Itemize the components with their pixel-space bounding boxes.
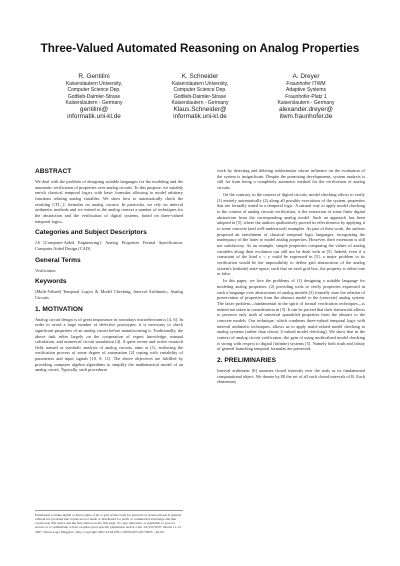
author-name: R. Gentilini <box>78 73 110 80</box>
author-affiliation: Adaptive Systems <box>285 87 327 94</box>
left-column <box>35 168 183 375</box>
copyright-footnote: Permission to make digital or hard copies of all or part of this work for personal or classroom use is granted without fee provided that copies are not made or distributed for profit or commercial advantage and that copies bear this notice and the full citation on the first page. To copy otherwise, to republish, to post on servers or to redistribute to lists, requires prior specific permission and/or a fee. GLSVLSI'07, March 11-13, 2007, Stresa-Lago Maggiore, Italy. Copyright 2007 ACM 978-1-59593-605-9/07/0003 ...$5.00. <box>35 510 183 534</box>
author-3 <box>246 73 366 120</box>
author-affiliation: Kaiserslautern University, <box>65 81 123 87</box>
author-email: informatik.uni-kl.de <box>67 113 121 121</box>
paragraph: work by detecting and deleting subformulae whose influence on the evaluation of the system is insignificant. Despite the promising developments, system analysis is still far from being a completely automatic method for the verification of analog circuits. <box>217 168 365 190</box>
motivation-heading: 1. MOTIVATION <box>35 305 83 313</box>
author-affiliation: Kaiserslautern - Germany <box>65 99 123 106</box>
author-1 <box>34 73 154 120</box>
author-email: gentilini@ <box>79 106 109 114</box>
author-affiliation: Kaiserslautern - Germany <box>277 99 335 106</box>
author-affiliation: Fraunhofer-Platz 1 <box>285 93 327 100</box>
author-email: itwm.fraunhofer.de <box>279 113 333 121</box>
author-affiliation: Kaiserslautern - Germany <box>171 99 229 106</box>
author-email: alexander.dreyer@ <box>278 106 334 114</box>
keywords-heading: Keywords <box>35 278 67 286</box>
paper-title: Three-Valued Automated Reasoning on Analog Properties <box>40 42 360 55</box>
abstract-heading: ABSTRACT <box>35 168 72 175</box>
categories-heading: Categories and Subject Descriptors <box>35 229 147 237</box>
author-affiliation: Gottlieb-Daimler-Strase <box>173 93 227 100</box>
author-affiliation: Computer Science Dep. <box>173 87 227 94</box>
author-2 <box>140 73 260 120</box>
general-terms-text: Verification <box>35 267 56 273</box>
author-name: K. Schneider <box>181 73 219 80</box>
right-column <box>217 168 365 386</box>
author-affiliation: Gottlieb-Daimler-Strase <box>67 93 121 100</box>
paragraph: On the contrary, in the context of digital circuits, model checking allows to verify (1) entirely automatically (2) along all possible executions of the system, properties that are formally stated in a temporal logic. A natural way to apply model checking to the context of analog circuits verification, is the extraction of some finite digital abstraction from the corresponding analog model. Such an approach has been adopted in [5], where the authors qualitatively proved its effectiveness by applying it to some concrete (and well-understood) examples. As part of their work, the authors proposed an enrichment of classical temporal logic languages, recognizing the inadequacy of the latter to model analog properties. However, their extension is still not satisfactory. As an example, simple properties comparing the values of analog variables along their evolution can still not be dealt with in [5]. Indeed, even if a constraint of the kind x < y could be expressed in [5], a major problem to its verification would be the impossibility to define grid abstractions of the analog system's (infinite) state-space, such that on each grid box, the property is either true or false. <box>217 192 365 277</box>
author-email: informatik.uni-kl.de <box>173 113 227 121</box>
author-affiliation: Computer Science Dep. <box>67 87 121 94</box>
general-terms-heading: General Terms <box>35 256 81 264</box>
motivation-text: Analog circuit design is of great importance in nowadays microelectronics [4, 6]. In order to avoid a large number of defective prototypes, it is necessary to check significant properties of an analog circuit before manufacturing it. Traditionally, the above task relies largely on the cooperation of expert knowledge, manual calculation, and numerical circuit simulation [4]. A quite recent and active research field, named as symbolic analysis of analog circuits, aims at (1), endowing the verification process of some degree of automation [2] coping with variability of parameters and input signals [10, 8, 11]. The above objectives are fulfilled by providing computer algebra algorithms to simplify the mathematical model of an analog circuit. Typically, such procedures <box>35 316 183 373</box>
preliminaries-heading: 2. PRELIMINARIES <box>217 357 276 364</box>
preliminaries-text: Interval arithmetic [6] assumes closed intervals over the reals as its fundamental computational object. We denote by IR the set of all such closed intervals of R. Each elementary <box>217 368 365 385</box>
paragraph: In this paper, we face the problems of (1) designing a suitable language for modeling analog properties, (2) providing tools to verify properties expressed in such a language over abstractions of analog models (3) formally state the relation of preservation of properties from the abstract model to the (concrete) analog system. The latter problem—fundamental in the spirit of formal verification techniques—is indeed not taken in consideration in [5]. It can be proved that their framework allows to preserve only truth of universal quantified properties from the abstract to the concrete models. Our technique, which combines three-valued temporal logic with interval arithmetic techniques, allows us to apply multi-valued model checking to analog systems (rather than classic 2-valued model checking). We show that in the context of analog circuit verification, the gain of using multivalued model checking is strong with respect to digital (infinite) systems [5]. Namely both truth and falsity of general branching temporal formulas are preserved. <box>217 278 365 352</box>
author-affiliation: Fraunhofer ITWM <box>286 81 326 87</box>
author-email: Klaus.Schneider@ <box>173 106 227 114</box>
abstract-text: We deal with the problem of designing suitable languages for the modeling and the automatic verification of properties over analog circuits. To this purpose, we suitably enrich classical temporal logics with basic formulas allowing to model arbitrary functions relating analog variables. We show how to automatically check the resulting CTL_C formulas on analog circuits. In particular, we rely on interval arithmetic methods and we extend to the analog context a number of techniques for the abstraction and the verification of digital systems, based on three-valued temporal logics. <box>35 179 183 224</box>
keywords-text: (Multi-Valued) Temporal Logics & Model Checking, Interval Arithmetic, Analog Circuits <box>35 289 183 300</box>
categories-text: J.6 [Computer-Aided Engineering]: Analog Properties Formal Specification, Computer Aided Design (CAD) <box>35 240 183 251</box>
author-name: A. Dreyer <box>292 73 320 80</box>
author-affiliation: Kaiserslautern University, <box>171 81 229 87</box>
